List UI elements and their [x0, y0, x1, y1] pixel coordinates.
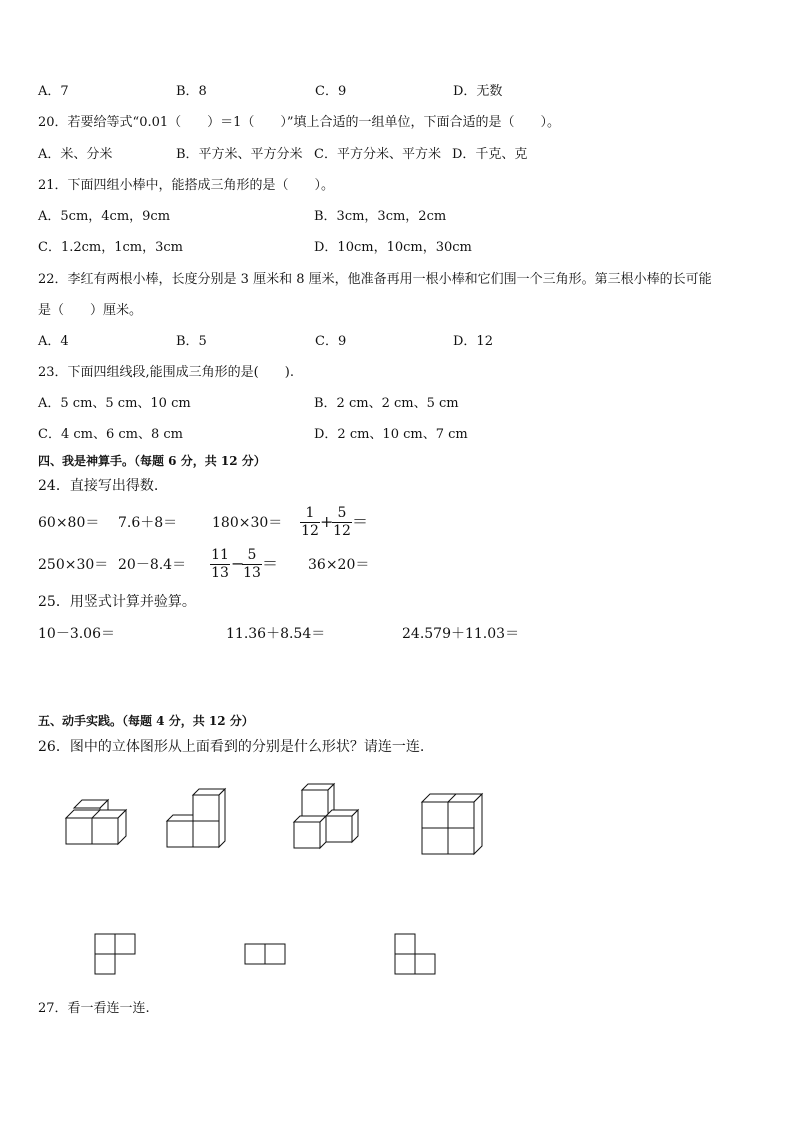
equals-sign: ＝ [352, 512, 369, 531]
denominator: 12 [301, 523, 319, 539]
q26-stem: 26．图中的立体图形从上面看到的分别是什么形状？请连一连. [38, 739, 425, 755]
numerator: 1 [305, 505, 315, 521]
q21-option-a: A．5cm，4cm，9cm [38, 209, 171, 224]
q19-option-c: C．9 [315, 84, 347, 99]
section-5-title: 五、动手实践。（每题 4 分，共 12 分） [38, 714, 254, 728]
plus-sign: + [320, 512, 334, 531]
denominator: 12 [333, 523, 351, 539]
q22-option-d: D．12 [453, 334, 493, 349]
q23-option-a: A．5 cm、5 cm、10 cm [38, 396, 191, 411]
solid-figure-3 [290, 780, 362, 852]
q20-option-a: A．米、分米 [38, 147, 113, 162]
q22-stem-line2: 是（ ）厘米。 [38, 303, 143, 318]
q24-calc-8: 36×20＝ [308, 557, 370, 573]
q19-option-d: D．无数 [453, 84, 503, 99]
top-view-shape-1 [94, 933, 136, 975]
solid-figure-1 [60, 798, 130, 848]
numerator: 5 [247, 547, 257, 563]
q20-option-d: D．千克、克 [452, 147, 528, 162]
q21-option-b: B．3cm，3cm，2cm [314, 209, 447, 224]
q24-calc-1: 60×80＝ [38, 515, 100, 531]
q22-stem-line1: 22．李红有两根小棒，长度分别是 3 厘米和 8 厘米，他准备再用一根小棒和它们围一个三角形。第三根小棒的长可能 [38, 272, 712, 287]
q24-calc-5: 250×30＝ [38, 557, 109, 573]
q25-item-2: 11.36＋8.54＝ [226, 626, 326, 642]
q20-stem: 20．若要给等式“0.01（ ）＝1（ ）”填上合适的一组单位，下面合适的是（ ）。 [38, 115, 561, 130]
q23-option-b: B．2 cm、2 cm、5 cm [314, 396, 459, 411]
top-view-shape-3 [394, 933, 436, 975]
numerator: 5 [337, 505, 347, 521]
solid-figure-4 [420, 792, 485, 856]
q24-fraction-1b [332, 506, 352, 539]
q24-calc-6: 20－8.4＝ [118, 557, 187, 573]
q21-option-d: D．10cm，10cm，30cm [314, 240, 472, 255]
q25-item-3: 24.579＋11.03＝ [402, 626, 520, 642]
q24-stem: 24．直接写出得数. [38, 478, 159, 494]
q27-stem: 27．看一看连一连. [38, 1001, 150, 1016]
q20-option-c: C．平方分米、平方米 [314, 147, 441, 162]
q19-option-b: B．8 [176, 84, 207, 99]
equals-sign: ＝ [262, 554, 279, 573]
q21-option-c: C．1.2cm，1cm，3cm [38, 240, 183, 255]
q23-stem: 23．下面四组线段,能围成三角形的是( ). [38, 365, 294, 380]
denominator: 13 [243, 565, 261, 581]
section-4-title: 四、我是神算手。（每题 6 分，共 12 分） [38, 454, 266, 468]
q24-fraction-2b [242, 548, 262, 581]
q22-option-b: B．5 [176, 334, 207, 349]
minus-sign: − [231, 554, 245, 573]
top-view-shape-2 [244, 943, 286, 965]
q20-option-b: B．平方米、平方分米 [176, 147, 303, 162]
q19-option-a: A．7 [38, 84, 69, 99]
q23-option-c: C．4 cm、6 cm、8 cm [38, 427, 183, 442]
numerator: 11 [211, 547, 229, 563]
q23-option-d: D．2 cm、10 cm、7 cm [314, 427, 468, 442]
q24-calc-2: 7.6＋8＝ [118, 515, 178, 531]
solid-figure-2 [165, 787, 230, 849]
q24-fraction-1a [300, 506, 320, 539]
q24-calc-3: 180×30＝ [212, 515, 283, 531]
q25-item-1: 10－3.06＝ [38, 626, 115, 642]
q25-stem: 25．用竖式计算并验算。 [38, 594, 196, 610]
denominator: 13 [211, 565, 229, 581]
q21-stem: 21．下面四组小棒中，能搭成三角形的是（ ）。 [38, 178, 335, 193]
q24-fraction-2a [210, 548, 230, 581]
q22-option-a: A．4 [38, 334, 69, 349]
q22-option-c: C．9 [315, 334, 347, 349]
